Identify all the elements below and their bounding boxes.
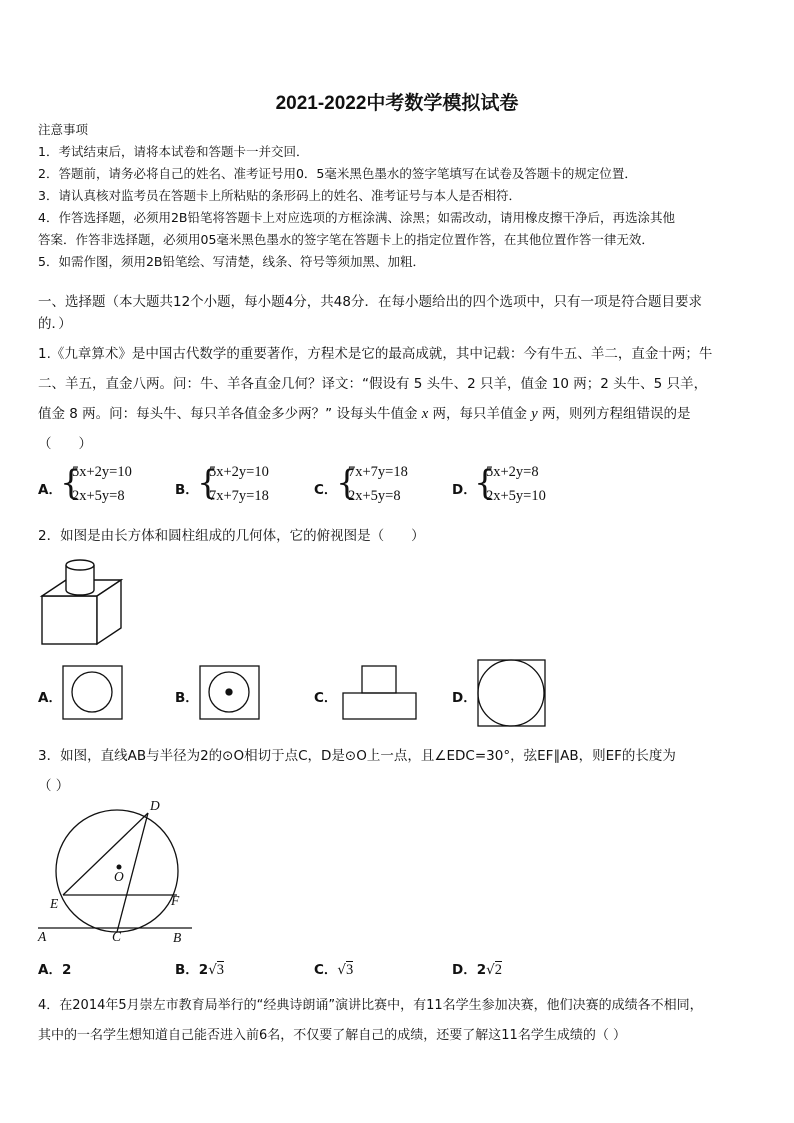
notice-item: 5．如需作图，须用2B铅笔绘、写清楚，线条、符号等须加黑、加粗．: [38, 254, 425, 269]
notice-item: 3．请认真核对监考员在答题卡上所粘贴的条形码上的姓名、准考证号与本人是否相符．: [38, 188, 521, 203]
q4-text: 其中的一名学生想知道自己能否进入前6名，不仅要了解自己的成绩，还要了解这11名学生成绩的（ ）: [38, 1028, 626, 1043]
section-heading: 一、选择题（本大题共12个小题，每小题4分，共48分．在每小题给出的四个选项中，只有一项是符合题目要求: [38, 294, 702, 310]
section-heading-cont: 的．）: [38, 316, 72, 332]
point-label-e: E: [50, 896, 59, 911]
equation-system: { 7x+7y=18 2x+5y=8: [336, 463, 408, 504]
q1-option-a[interactable]: A． { 5x+2y=10 2x+5y=8: [38, 462, 188, 514]
page-title: 2021-2022中考数学模拟试卷: [275, 93, 519, 114]
notice-item: 2．答题前，请务必将自己的姓名、准考证号用0．5毫米黑色墨水的签字笔填写在试卷及答题卡的规定位置．: [38, 166, 637, 181]
q2-text: 2．如图是由长方体和圆柱组成的几何体，它的俯视图是（ ）: [38, 528, 425, 544]
q1-option-c[interactable]: C． { 7x+7y=18 2x+5y=8: [314, 462, 464, 514]
q3-text: 3．如图，直线AB与半径为2的⊙O相切于点C，D是⊙O上一点，且∠EDC=30°，弦EF∥AB，则EF的长度为: [38, 748, 676, 764]
q2-option-d-label[interactable]: D．: [452, 690, 477, 706]
q2-option-b-label[interactable]: B．: [175, 690, 199, 706]
q4-text: 4．在2014年5月崇左市教育局举行的“经典诗朗诵”演讲比赛中，有11名学生参加决赛，他们决赛的成绩各不相同，: [38, 998, 703, 1013]
point-label-d: D: [150, 798, 160, 813]
q1-text: 值金 8 两。问：每头牛、每只羊各值金多少两？” 设每头牛值金 x 两，每只羊值金 y 两，则列方程组错误的是: [38, 406, 691, 422]
q3-option-d[interactable]: D．2√2: [452, 962, 502, 978]
notice-item: 1．考试结束后，请将本试卷和答题卡一并交回．: [38, 144, 309, 159]
q1-text: 1.《九章算术》是中国古代数学的重要著作，方程术是它的最高成就，其中记载：今有牛五、羊二，直金十两；牛: [38, 346, 713, 362]
notice-item: 4．作答选择题，必须用2B铅笔将答题卡上对应选项的方框涂满、涂黑；如需改动，请用橡皮擦干净后，再选涂其他: [38, 210, 675, 225]
q3-option-a[interactable]: A．2: [38, 962, 72, 978]
q1-text: 二、羊五，直金八两。问：牛、羊各直金几何？译文：“假设有 5 头牛、2 只羊，值金 10 两；2 头牛、5 只羊，: [38, 376, 708, 392]
q3-paren: （ ）: [38, 778, 70, 794]
notice-heading: 注意事项: [38, 122, 89, 137]
q2-option-a-label[interactable]: A．: [38, 690, 62, 706]
q1-option-d[interactable]: D． { 5x+2y=8 2x+5y=10: [452, 462, 602, 514]
point-label-b: B: [173, 930, 182, 945]
q1-option-b[interactable]: B． { 5x+2y=10 7x+7y=18: [175, 462, 325, 514]
equation-system: { 5x+2y=10 2x+5y=8: [60, 463, 132, 504]
sqrt-icon: √: [208, 962, 217, 978]
equation-system: { 5x+2y=8 2x+5y=10: [474, 463, 546, 504]
sqrt-icon: √: [486, 962, 495, 978]
q2-option-c-label[interactable]: C．: [314, 690, 338, 706]
q1-paren: （ ）: [38, 436, 92, 452]
notice-item: 答案．作答非选择题，必须用05毫米黑色墨水的签字笔在答题卡上的指定位置作答，在其他位置作答一律无效．: [38, 232, 654, 247]
sqrt-icon: √: [337, 962, 347, 978]
point-label-f: F: [171, 893, 180, 908]
point-label-c: C: [112, 929, 122, 944]
q3-option-c[interactable]: C．√3: [314, 962, 354, 978]
q3-option-b[interactable]: B．2√3: [175, 962, 225, 978]
point-label-a: A: [38, 929, 47, 944]
equation-system: { 5x+2y=10 7x+7y=18: [197, 463, 269, 504]
point-label-o: O: [114, 869, 124, 884]
